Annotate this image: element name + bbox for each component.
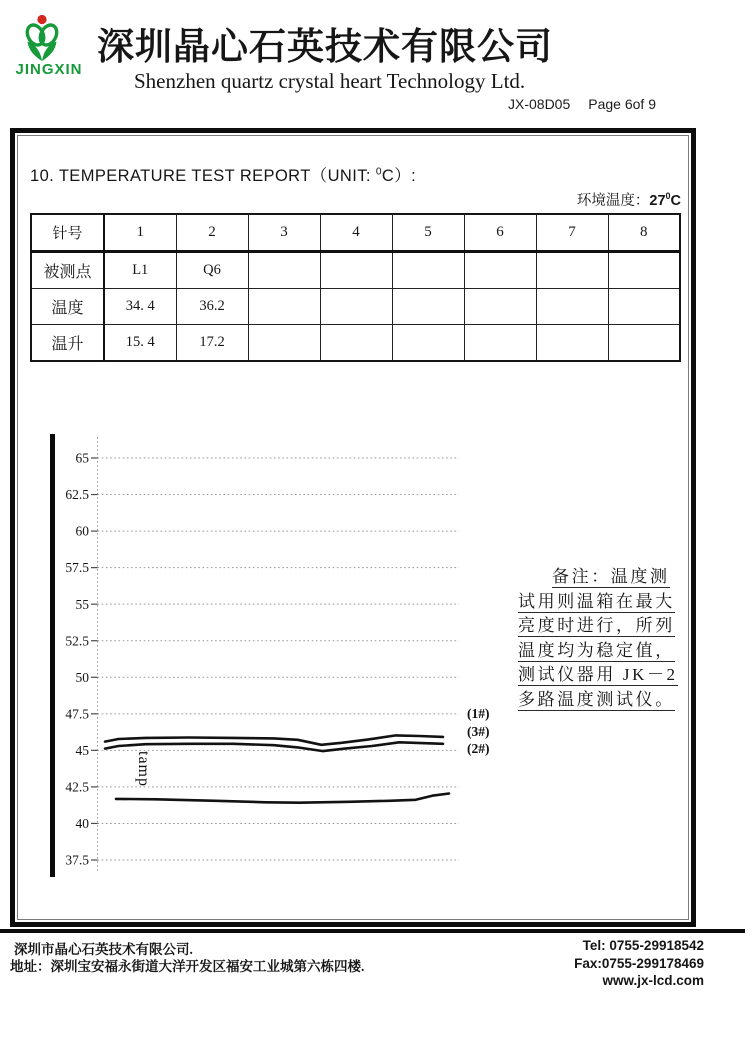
logo-red-dot <box>37 15 46 24</box>
series-label: (1#) <box>467 706 490 721</box>
note-line: 试用则温箱在最大 <box>518 591 675 611</box>
notes-block <box>518 565 690 713</box>
table-row-temperature: 温度 34. 4 36.2 <box>31 289 680 325</box>
company-name-en: Shenzhen quartz crystal heart Technology Ltd. <box>134 69 526 93</box>
y-tick-label: 47.5 <box>65 706 89 722</box>
chart-frame-bar <box>50 434 55 877</box>
ambient-value: 27 <box>649 193 666 209</box>
col-header-2: 2 <box>176 214 248 252</box>
ambient-sup: 0 <box>665 191 671 202</box>
footer-address: 地址：深圳宝安福永街道大洋开发区福安工业城第六栋四楼. <box>10 959 365 974</box>
y-tick-label: 37.5 <box>65 852 89 868</box>
series-line-3 <box>116 794 449 803</box>
y-tick-label: 52.5 <box>65 633 89 649</box>
section-title <box>30 162 416 186</box>
footer-fax: Fax:0755-299178469 <box>574 955 704 971</box>
series-label: (3#) <box>467 724 490 739</box>
y-tick-label: 40 <box>75 816 89 832</box>
footer-tel: Tel: 0755-29918542 <box>582 938 704 953</box>
y-tick-label: 57.5 <box>65 560 89 576</box>
col-header-3: 3 <box>248 214 320 252</box>
ambient-unit: C <box>670 193 681 209</box>
y-tick-label: 45 <box>75 742 89 758</box>
y-tick-label: 62.5 <box>65 487 89 503</box>
y-tick-label: 65 <box>75 450 89 466</box>
table-header-row <box>31 214 680 252</box>
data-table <box>30 213 681 362</box>
page-number: Page 6of 9 <box>588 96 656 112</box>
col-header-8: 8 <box>608 214 680 252</box>
series-label: (2#) <box>467 741 490 756</box>
col-header-1: 1 <box>104 214 176 252</box>
doc-line <box>508 96 656 112</box>
section-title-sup: 0 <box>375 166 382 178</box>
ambient-label: 环境温度： <box>576 193 650 209</box>
note-line: 多路温度测试仪。 <box>518 689 675 709</box>
section-title-suffix: C）: <box>381 167 417 185</box>
footer-website: www.jx-lcd.com <box>602 973 704 988</box>
note-line: 测试仪器用 JK－2 <box>518 665 678 685</box>
footer-divider <box>0 929 745 933</box>
footer-company: 深圳市晶心石英技术有限公司. <box>14 942 193 957</box>
y-tick-label: 60 <box>75 523 89 539</box>
y-tick-label: 50 <box>75 669 89 685</box>
y-tick-label: 55 <box>75 596 89 612</box>
doc-code: JX-08D05 <box>508 96 571 112</box>
section-title-text: 10. TEMPERATURE TEST REPORT（UNIT: <box>30 167 376 185</box>
chart-vertical-label: tamp <box>135 751 152 787</box>
y-tick-label: 42.5 <box>65 779 89 795</box>
note-line: 亮度时进行，所列 <box>518 616 675 636</box>
col-header-5: 5 <box>392 214 464 252</box>
logo-text: JINGXIN <box>15 61 83 78</box>
col-header-7: 7 <box>536 214 608 252</box>
note-line: 备注：温度测 <box>552 567 670 586</box>
col-header-4: 4 <box>320 214 392 252</box>
ambient-temperature <box>577 189 681 210</box>
series-line-2 <box>105 742 443 751</box>
table-row-measure-point: 被测点 L1 Q6 <box>31 252 680 289</box>
note-line: 温度均为稳定值， <box>518 640 675 660</box>
col-header-6: 6 <box>464 214 536 252</box>
footer-contact <box>574 937 704 990</box>
logo-icon <box>16 13 68 63</box>
temperature-chart <box>0 425 520 887</box>
company-name-cn: 深圳晶心石英技术有限公司 <box>97 27 553 68</box>
col-header-pin: 针号 <box>31 214 104 252</box>
table-row-temp-rise: 温升 15. 4 17.2 <box>31 325 680 362</box>
